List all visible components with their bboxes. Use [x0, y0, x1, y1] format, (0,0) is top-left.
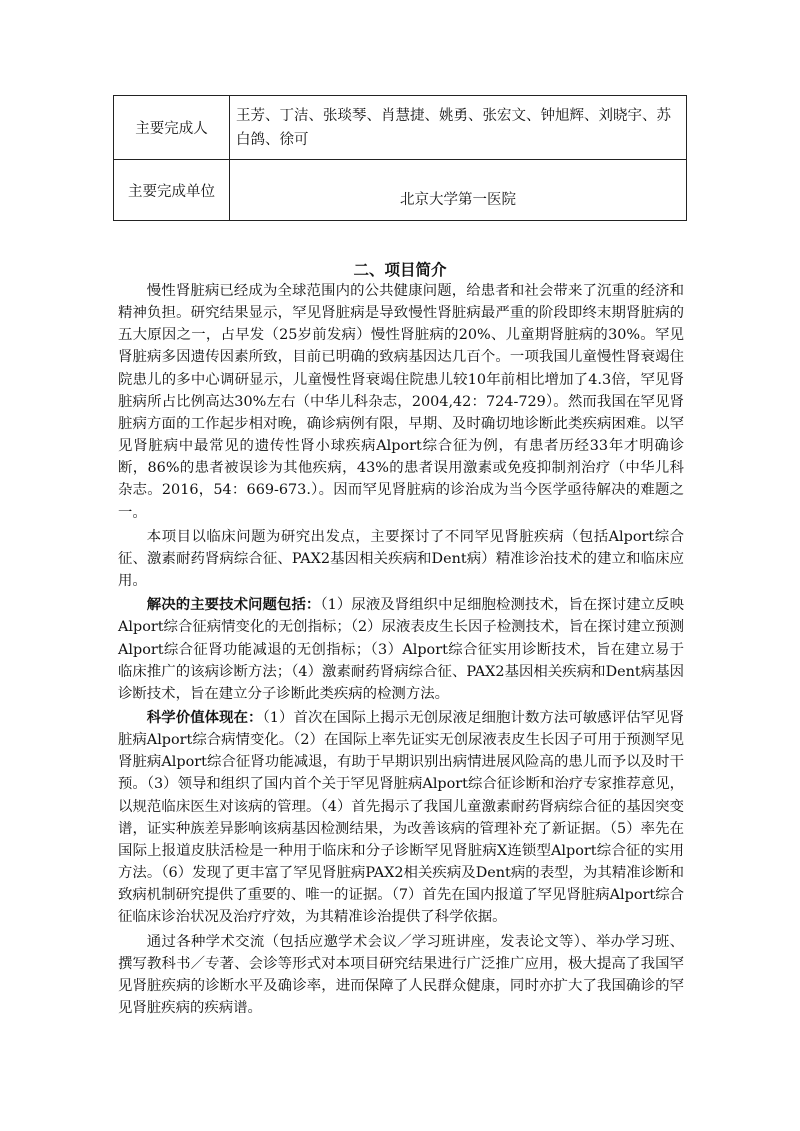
paragraph-technical-problems [118, 594, 684, 705]
paragraph-text: 通过各种学术交流（包括应邀学术会议／学习班讲座，发表论文等）、举办学习班、撰写教科书／专著、会诊等形式对本项目研究结果进行广泛推广应用，极大提高了我国罕见肾脏疾病的诊断水平及确诊率，进而保障了人民群众健康，同时亦扩大了我国确诊的罕见肾脏疾病的疾病谱。 [118, 933, 684, 1016]
completers-row [114, 96, 687, 160]
units-label: 主要完成单位 [114, 160, 230, 221]
paragraph-lead: 解决的主要技术问题包括： [146, 597, 321, 614]
units-value: 北京大学第一医院 [400, 191, 516, 208]
section-title: 二、项目简介 [353, 261, 447, 279]
completers-label: 主要完成人 [114, 96, 230, 160]
project-summary [118, 280, 684, 1019]
completers-value: 王芳、丁洁、张琰琴、肖慧捷、姚勇、张宏文、钟旭辉、刘晓宇、苏白鸽、徐可 [230, 96, 687, 160]
info-table [113, 95, 687, 221]
paragraph-text: （1）尿液及肾组织中足细胞检测技术，旨在探讨建立反映Alport综合征病情变化的无创指标；（2）尿液表皮生长因子检测技术，旨在探讨建立预测Alport综合征肾功能减退的无创指标；（3）Alport综合征实用诊断技术，旨在建立易于临床推广的该病诊断方法；（4）激素耐药肾病综合征、PAX2基因相关疾病和Dent病基因诊断技术，旨在建立分子诊断此类疾病的检测方法。 [118, 597, 684, 702]
paragraph-scientific-value [118, 707, 684, 929]
units-row [114, 160, 687, 221]
paragraph-text: 本项目以临床问题为研究出发点，主要探讨了不同罕见肾脏疾病（包括Alport综合征、激素耐药肾病综合征、PAX2基因相关疾病和Dent病）精准诊治技术的建立和临床应用。 [118, 528, 684, 590]
paragraph-text: （1）首次在国际上揭示无创尿液足细胞计数方法可敏感评估罕见肾脏病Alport综合病情变化。（2）在国际上率先证实无创尿液表皮生长因子可用于预测罕见肾脏病Alport综合征肾功能减退，有助于早期识别出病情进展风险高的患儿而予以及时干预。（3）领导和组织了国内首个关于罕见肾脏病Alport综合征诊断和治疗专家推荐意见，以规范临床医生对该病的管理。（4）首先揭示了我国儿童激素耐药肾病综合征的基因突变谱，证实种族差异影响该病基因检测结果，为改善该病的管理补充了新证据。（5）率先在国际上报道皮肤活检是一种用于临床和分子诊断罕见肾脏病X连锁型Alport综合征的实用方法。（6）发现了更丰富了罕见肾脏病PAX2相关疾病及Dent病的表型，为其精准诊断和致病机制研究提供了重要的、唯一的证据。（7）首先在国内报道了罕见肾脏病Alport综合征临床诊治状况及治疗疗效，为其精准诊治提供了科学依据。 [118, 709, 684, 926]
paragraph-background [118, 280, 684, 524]
paragraph-dissemination [118, 931, 684, 1020]
paragraph-lead: 科学价值体现在： [146, 709, 263, 726]
paragraph-text: 慢性肾脏病已经成为全球范围内的公共健康问题，给患者和社会带来了沉重的经济和精神负担。研究结果显示，罕见肾脏病是导致慢性肾脏病最严重的阶段即终末期肾脏病的五大原因之一，占早发（25岁前发病）慢性肾脏病的20%、儿童期肾脏病的30%。罕见肾脏病多因遗传因素所致，目前已明确的致病基因达几百个。一项我国儿童慢性肾衰竭住院患儿的多中心调研显示，儿童慢性肾衰竭住院患儿较10年前相比增加了4.3倍，罕见肾脏病所占比例高达30%左右（中华儿科杂志，2004,42：724-729）。然而我国在罕见肾脏病方面的工作起步相对晚，确诊病例有限，早期、及时确切地诊断此类疾病困难。以罕见肾脏病中最常见的遗传性肾小球疾病Alport综合征为例，有患者历经33年才明确诊断，86%的患者被误诊为其他疾病，43%的患者误用激素或免疫抑制剂治疗（中华儿科杂志。2016，54：669-673.）。因而罕见肾脏病的诊治成为当今医学亟待解决的难题之一。 [118, 283, 684, 521]
paragraph-scope [118, 526, 684, 592]
